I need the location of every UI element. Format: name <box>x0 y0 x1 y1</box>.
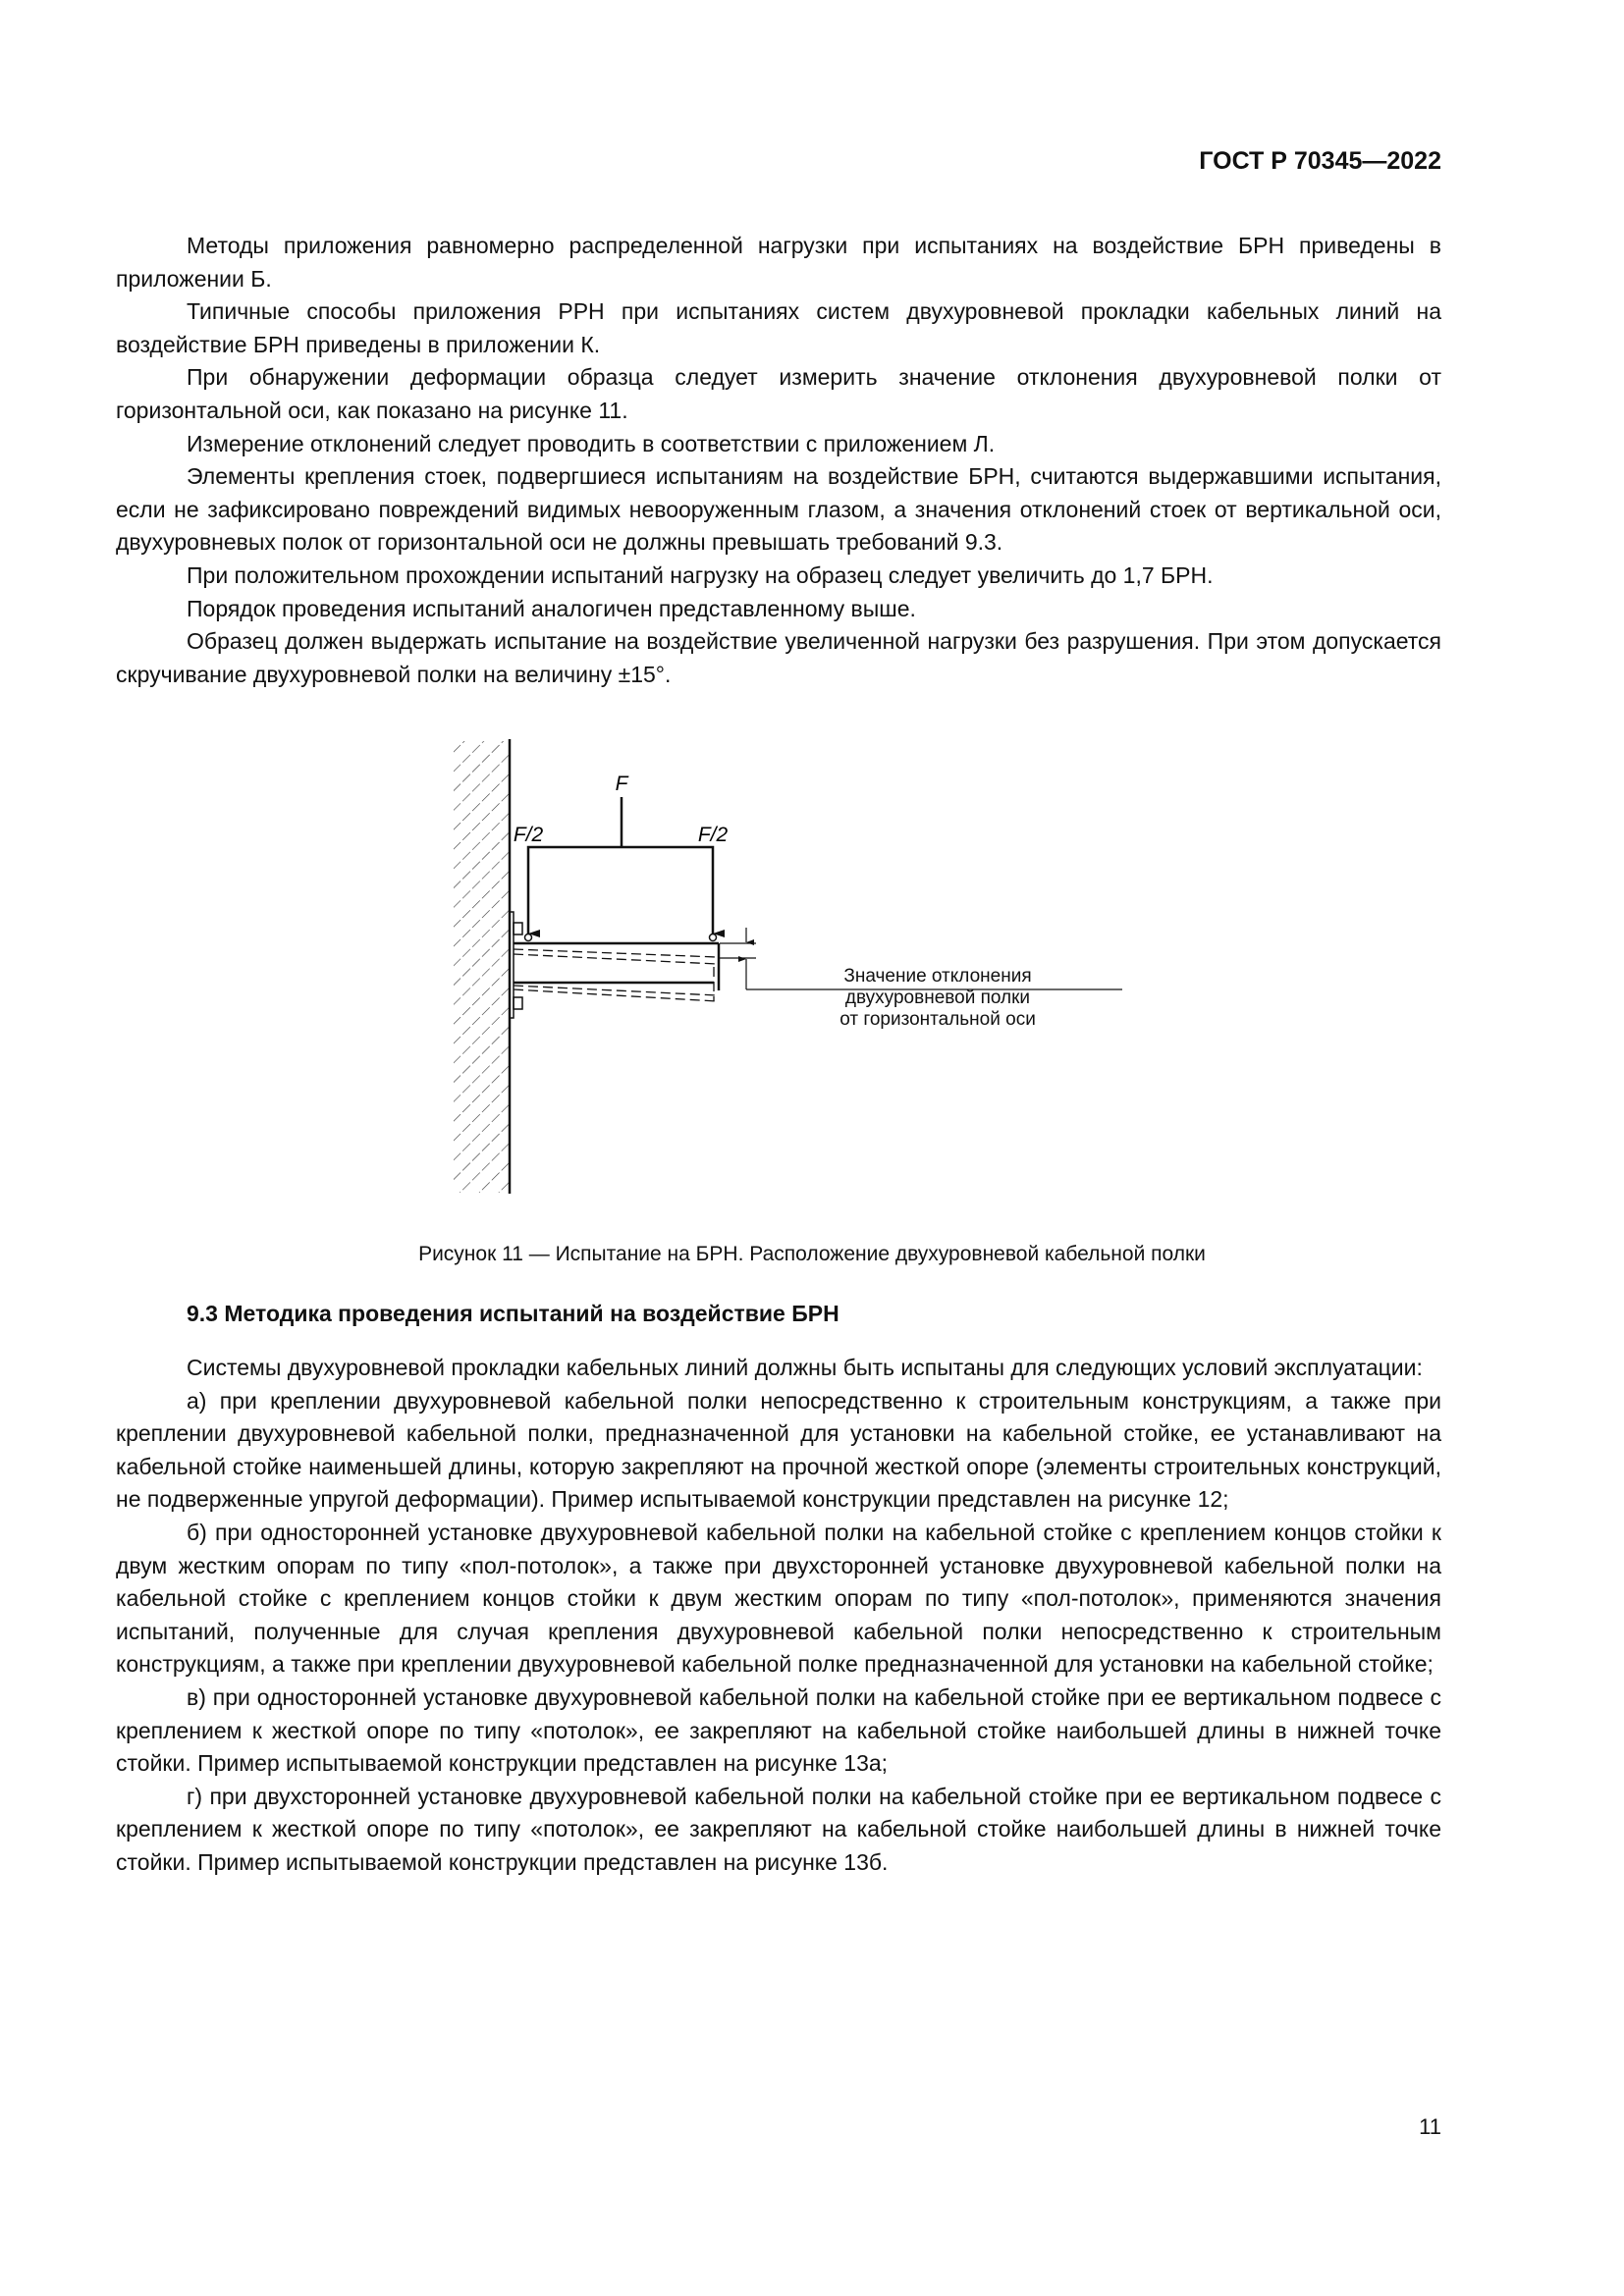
paragraph: Порядок проведения испытаний аналогичен представленному выше. <box>187 595 916 621</box>
shelf <box>514 934 719 1002</box>
paragraph: Методы приложения равномерно распределенной нагрузки при испытаниях на воздействие БРН приведены в приложении Б. <box>116 233 1441 292</box>
paragraph: а) при креплении двухуровневой кабельной полки непосредственно к строительным конструкциям, а также при креплении двухуровневой кабельной полки, предназначенной для установки на кабельной стойке, ее устанавливают на кабельной стойке наименьшей длины, которую закрепляют на прочной жесткой опоре (элементы строительных конструкций, не подверженные упругой деформации). Пример испытываемой конструкции представлен на рисунке 12; <box>116 1387 1441 1513</box>
paragraph: б) при односторонней установке двухуровневой кабельной полки на кабельной стойке с креплением концов стойки к двум жестким опорам по типу «пол-потолок», а также при двухсторонней установке двухуровневой кабельной полки на кабельной стойке с креплением концов стойки к двум жестким опорам по типу «пол-потолок», применяются значения испытаний, полученные для случая крепления двухуровневой кабельной полки непосредственно к строительным конструкциям, а также при креплении двухуровневой кабельной полке предназначенной для установки на кабельной стойке; <box>116 1519 1441 1678</box>
wall-hatching <box>454 739 510 1194</box>
bolt-icon <box>514 923 522 934</box>
page-number: 11 <box>1419 2114 1441 2139</box>
paragraph: Системы двухуровневой прокладки кабельных линий должны быть испытаны для следующих условий эксплуатации: <box>187 1355 1423 1380</box>
force-half-label-right: F/2 <box>697 824 729 846</box>
paragraph: Типичные способы приложения РРН при испытаниях систем двухуровневой прокладки кабельных линий на воздействие БРН приведены в приложении К. <box>116 298 1441 357</box>
force-half-label-left: F/2 <box>513 824 544 846</box>
bolt-icon <box>514 997 522 1009</box>
annotation-line: двухуровневой полки <box>844 988 1031 1008</box>
paragraph: Элементы крепления стоек, подвергшиеся испытаниям на воздействие БРН, считаются выдержавшими испытания, если не зафиксировано повреждений видимых невооруженным глазом, а значения отклонений стоек от вертикальной оси, двухуровневых полок от горизонтальной оси не должны превышать требований 9.3. <box>116 463 1441 556</box>
paragraph: При обнаружении деформации образца следует измерить значение отклонения двухуровневой полки от горизонтальной оси, как показано на рисунке 11. <box>116 364 1441 423</box>
document-id-header: ГОСТ Р 70345—2022 <box>1199 147 1441 175</box>
section-heading: 9.3 Методика проведения испытаний на воздействие БРН <box>187 1301 839 1326</box>
paragraph: г) при двухсторонней установке двухуровневой кабельной полки на кабельной стойке при ее вертикальном подвесе с креплением к жесткой опоре по типу «потолок», ее закрепляют на кабельной стойке наибольшей длины в нижней точке стойки. Пример испытываемой конструкции представлен на рисунке 13б. <box>116 1783 1441 1875</box>
mounting-plate <box>510 912 522 1018</box>
paragraph: в) при односторонней установке двухуровневой кабельной полки на кабельной стойке при ее вертикальном подвесе с креплением к жесткой опоре по типу «потолок», ее закрепляют на кабельной стойке наибольшей длины в нижней точке стойки. Пример испытываемой конструкции представлен на рисунке 13а; <box>116 1683 1441 1777</box>
paragraph: Образец должен выдержать испытание на воздействие увеличенной нагрузки без разрушения. При этом допускается скручивание двухуровневой полки на величину ±15°. <box>116 628 1441 687</box>
body-text-bottom <box>116 1352 1441 1880</box>
figure-caption: Рисунок 11 — Испытание на БРН. Расположение двухуровневой кабельной полки <box>418 1243 1206 1265</box>
annotation-line: Значение отклонения <box>843 966 1032 987</box>
force-label: F <box>615 773 628 795</box>
deflection-annotation <box>751 966 1124 1031</box>
force-bracket <box>528 797 713 934</box>
annotation-line: от горизонтальной оси <box>839 1009 1036 1030</box>
paragraph: Измерение отклонений следует проводить в соответствии с приложением Л. <box>187 430 996 456</box>
paragraph: При положительном прохождении испытаний нагрузку на образец следует увеличить до 1,7 БРН. <box>187 561 1214 588</box>
